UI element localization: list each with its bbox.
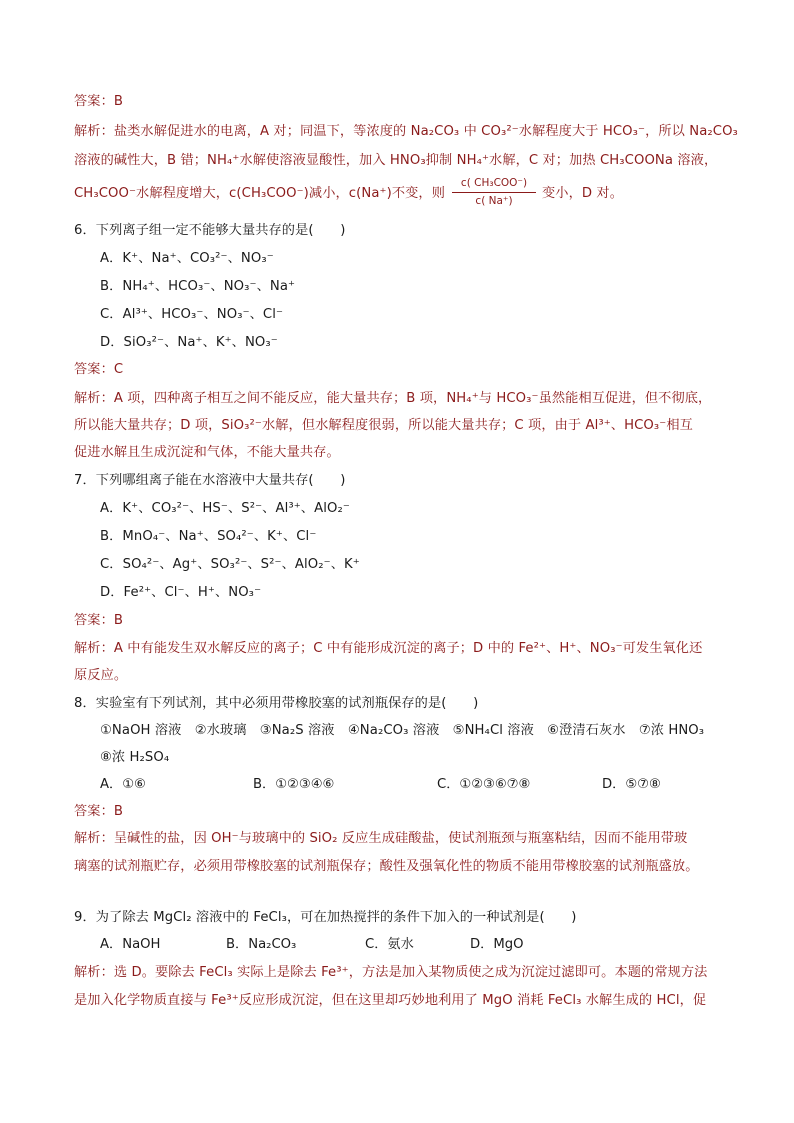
q9-choices (0, 935, 794, 955)
q9-choice-d: D．MgO (470, 937, 524, 952)
q5-explanation-line-2: 溶液的碱性大，B 错；NH₄⁺水解使溶液显酸性，加入 HNO₃抑制 NH₄⁺水解，C 对；加热 CH₃COONa 溶液， (74, 153, 718, 168)
q5-explanation-line-3a: CH₃COO⁻水解程度增大，c(CH₃COO⁻)减小，c(Na⁺)不变，则 (74, 186, 445, 201)
q5-explanation-line-3b: 变小，D 对。 (542, 186, 623, 201)
q6-option-d: D．SiO₃²⁻、Na⁺、K⁺、NO₃⁻ (100, 335, 278, 350)
q6-explanation-line-3: 促进水解且生成沉淀和气体，不能大量共存。 (74, 445, 340, 460)
q6-option-a: A．K⁺、Na⁺、CO₃²⁻、NO₃⁻ (100, 251, 274, 266)
q7-answer: 答案：B (74, 613, 124, 628)
q6-explanation-line-1: 解析：A 项，四种离子相互之间不能反应，能大量共存；B 项，NH₄⁺与 HCO₃⁻虽然能相互促进，但不彻底， (74, 391, 712, 406)
q7-option-d: D．Fe²⁺、Cl⁻、H⁺、NO₃⁻ (100, 585, 262, 600)
concentration-ratio-fraction (448, 176, 540, 212)
q8-items-line-2: ⑧浓 H₂SO₄ (100, 750, 170, 765)
q9-choice-b: B．Na₂CO₃ (226, 937, 297, 952)
fraction-numerator: c( CH₃COO⁻) (460, 177, 528, 189)
q6-answer: 答案：C (74, 362, 124, 377)
q7-stem: 7．下列哪组离子能在水溶液中大量共存( ) (74, 473, 346, 488)
q8-stem: 8．实验室有下列试剂，其中必须用带橡胶塞的试剂瓶保存的是( ) (74, 696, 479, 711)
q9-stem: 9．为了除去 MgCl₂ 溶液中的 FeCl₃，可在加热搅拌的条件下加入的一种试剂是( ) (74, 910, 577, 925)
q8-choice-c: C．①②③⑥⑦⑧ (437, 777, 531, 792)
q8-items-line-1: ①NaOH 溶液 ②水玻璃 ③Na₂S 溶液 ④Na₂CO₃ 溶液 ⑤NH₄Cl 溶液 ⑥澄清石灰水 ⑦浓 HNO₃ (100, 723, 705, 738)
q7-option-a: A．K⁺、CO₃²⁻、HS⁻、S²⁻、Al³⁺、AlO₂⁻ (100, 501, 350, 516)
q8-explanation-line-2: 璃塞的试剂瓶贮存，必须用带橡胶塞的试剂瓶保存；酸性及强氧化性的物质不能用带橡胶塞的试剂瓶盛放。 (74, 859, 699, 874)
q8-choice-a: A．①⑥ (100, 777, 146, 792)
q6-option-c: C．Al³⁺、HCO₃⁻、NO₃⁻、Cl⁻ (100, 307, 284, 322)
q9-choice-a: A．NaOH (100, 937, 161, 952)
q8-explanation-line-1: 解析：呈碱性的盐，因 OH⁻与玻璃中的 SiO₂ 反应生成硅酸盐，使试剂瓶颈与瓶塞粘结，因而不能用带玻 (74, 831, 688, 846)
q7-explanation-line-1: 解析：A 中有能发生双水解反应的离子；C 中有能形成沉淀的离子；D 中的 Fe²⁺、H⁺、NO₃⁻可发生氧化还 (74, 641, 703, 656)
q8-choice-b: B．①②③④⑥ (253, 777, 335, 792)
fraction-bar (452, 192, 536, 193)
q8-answer: 答案：B (74, 804, 124, 819)
q5-answer: 答案：B (74, 94, 124, 109)
q8-choices (0, 775, 794, 795)
q6-explanation-line-2: 所以能大量共存；D 项，SiO₃²⁻水解，但水解程度很弱，所以能大量共存；C 项，由于 Al³⁺、HCO₃⁻相互 (74, 418, 693, 433)
q7-explanation-line-2: 原反应。 (74, 668, 128, 683)
q9-explanation-line-1: 解析：选 D。要除去 FeCl₃ 实际上是除去 Fe³⁺，方法是加入某物质使之成为沉淀过滤即可。本题的常规方法 (74, 965, 708, 980)
q9-explanation-line-2: 是加入化学物质直接与 Fe³⁺反应形成沉淀，但在这里却巧妙地利用了 MgO 消耗 FeCl₃ 水解生成的 HCl，促 (74, 993, 707, 1008)
q8-choice-d: D．⑤⑦⑧ (602, 777, 661, 792)
q5-explanation-line-1: 解析：盐类水解促进水的电离，A 对；同温下，等浓度的 Na₂CO₃ 中 CO₃²⁻水解程度大于 HCO₃⁻，所以 Na₂CO₃ (74, 124, 738, 139)
q6-option-b: B．NH₄⁺、HCO₃⁻、NO₃⁻、Na⁺ (100, 279, 296, 294)
q9-choice-c: C．氨水 (365, 937, 414, 952)
q7-option-c: C．SO₄²⁻、Ag⁺、SO₃²⁻、S²⁻、AlO₂⁻、K⁺ (100, 557, 360, 572)
fraction-denominator: c( Na⁺) (475, 195, 513, 207)
q7-option-b: B．MnO₄⁻、Na⁺、SO₄²⁻、K⁺、Cl⁻ (100, 529, 317, 544)
q6-stem: 6．下列离子组一定不能够大量共存的是( ) (74, 223, 346, 238)
